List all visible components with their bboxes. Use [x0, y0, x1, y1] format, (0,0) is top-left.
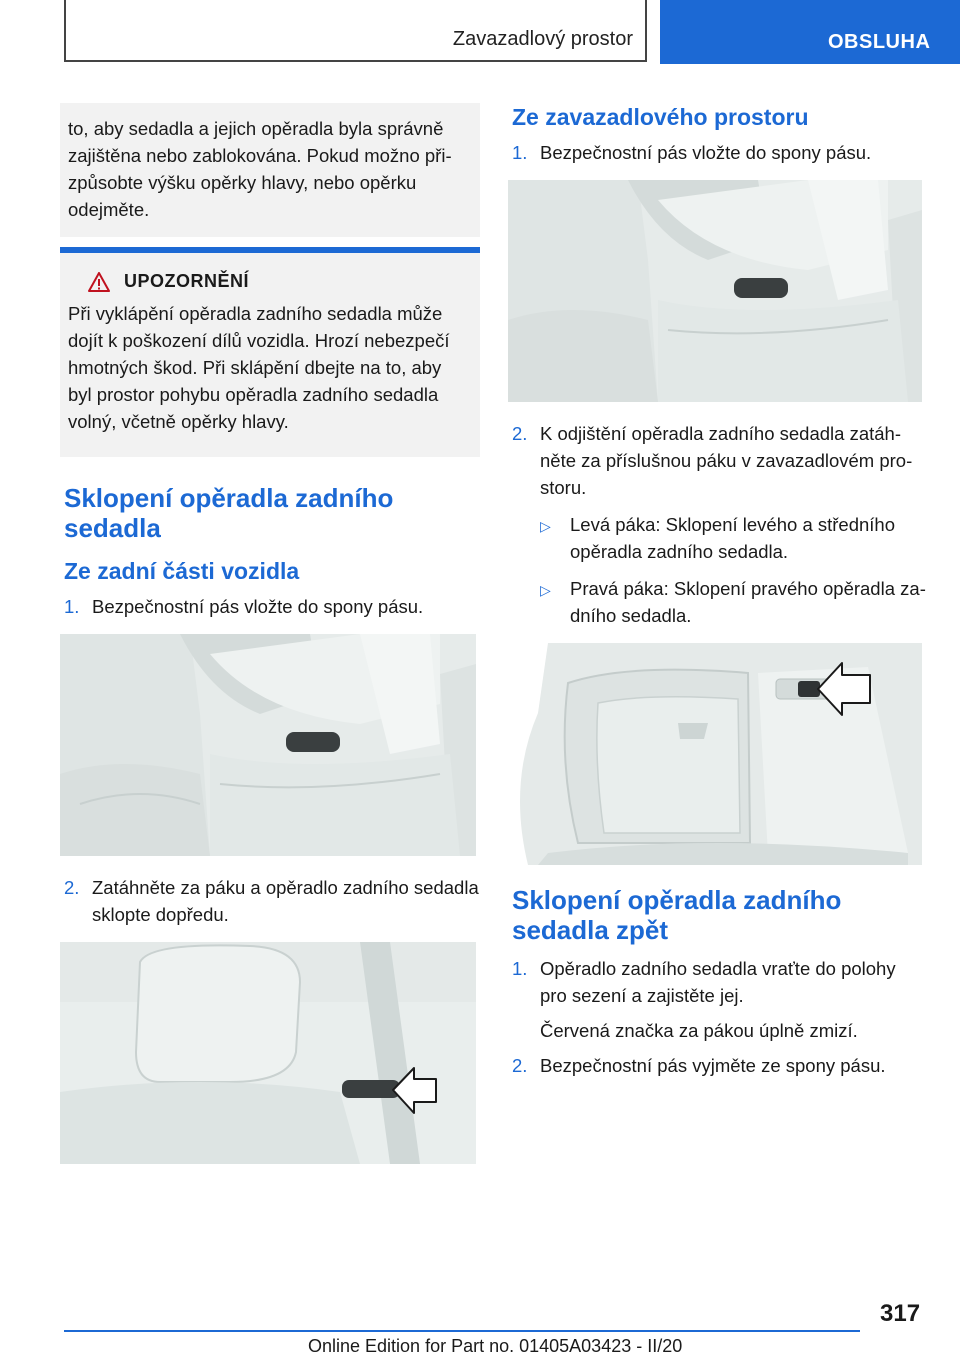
section-heading: Sklopení opěradla zadního sedadla zpět — [512, 885, 842, 945]
chapter-tab-label: OBSLUHA — [828, 31, 931, 53]
step-number: 1. — [64, 596, 80, 617]
header-frame — [64, 0, 647, 62]
subsection-heading: Ze zavazadlového prostoru — [512, 104, 809, 130]
triangle-bullet-icon: ▷ — [540, 518, 551, 534]
subitem-text: Levá páka: Sklopení levého a středního opěradla zadního sedadla. — [570, 514, 896, 562]
rear-seat-illustration — [60, 634, 476, 856]
step-text: Zatáhněte za páku a opěradlo zadního sedadla sklopte dopředu. — [92, 877, 479, 925]
list-subitem — [540, 575, 926, 629]
footer-divider — [64, 1330, 860, 1332]
page-number: 317 — [880, 1300, 921, 1327]
warning-text: Při vyklápění opěradla zadního sedadla může dojít k poškození dílů vozidla. Hrozí nebezpečí hmotných škod. Při sklápění dbejte na to, aby byl prostor pohybu opěradla zadního sedadla volný, včetně opěrky hlavy. — [68, 303, 450, 432]
list-item — [512, 420, 926, 501]
step-text: Bezpečnostní pás vložte do spony pásu. — [540, 142, 872, 163]
list-item — [512, 955, 926, 1009]
step-number: 2. — [512, 423, 528, 444]
list-subitem — [540, 511, 926, 565]
step-text: Opěradlo zadního sedadla vraťte do polohy pro sezení a zajistěte jej. — [540, 958, 896, 1006]
list-item — [64, 874, 480, 928]
trunk-lever-illustration — [508, 643, 922, 865]
step-text: Bezpečnostní pás vložte do spony pásu. — [92, 596, 424, 617]
list-item — [512, 1052, 926, 1079]
subsection-heading: Ze zadní části vozidla — [64, 558, 300, 584]
right-column — [508, 103, 926, 1079]
left-column — [60, 103, 480, 1182]
warning-title: UPOZORNĚNÍ — [124, 271, 250, 291]
note-box — [60, 103, 480, 237]
rear-seat-illustration — [508, 180, 922, 402]
chapter-tab[interactable] — [660, 0, 960, 64]
step-text: K odjištění opěradla zadního sedadla zatáhněte za příslušnou páku v zavazadlovém prostoru. — [540, 423, 913, 498]
step-number: 1. — [512, 142, 528, 163]
step-number: 2. — [512, 1055, 528, 1076]
warning-header — [88, 271, 470, 292]
warning-triangle-icon — [88, 272, 110, 292]
section-heading: Sklopení opěradla zadního sedadla — [64, 483, 394, 543]
seat-lever-illustration — [60, 942, 476, 1164]
subitem-text: Pravá páka: Sklopení pravého opěradla zadního sedadla. — [570, 578, 926, 626]
step-number: 1. — [512, 958, 528, 979]
warning-box — [60, 247, 480, 457]
section-title: Zavazadlový prostor — [452, 28, 633, 50]
list-item — [64, 593, 480, 620]
step-note: Červená značka za pákou úplně zmizí. — [540, 1020, 858, 1041]
list-item — [512, 139, 926, 166]
step-text: Bezpečnostní pás vyjměte ze spony pásu. — [540, 1055, 886, 1076]
edition-footer: Online Edition for Part no. 01405A03423 - II/20 — [308, 1336, 683, 1356]
triangle-bullet-icon: ▷ — [540, 582, 551, 598]
note-text: to, aby sedadla a jejich opěradla byla správně zajištěna nebo zablokována. Pokud možno přizpůsobte výšku opěrky hlavy, nebo opěrku odejměte. — [68, 118, 452, 220]
step-number: 2. — [64, 877, 80, 898]
